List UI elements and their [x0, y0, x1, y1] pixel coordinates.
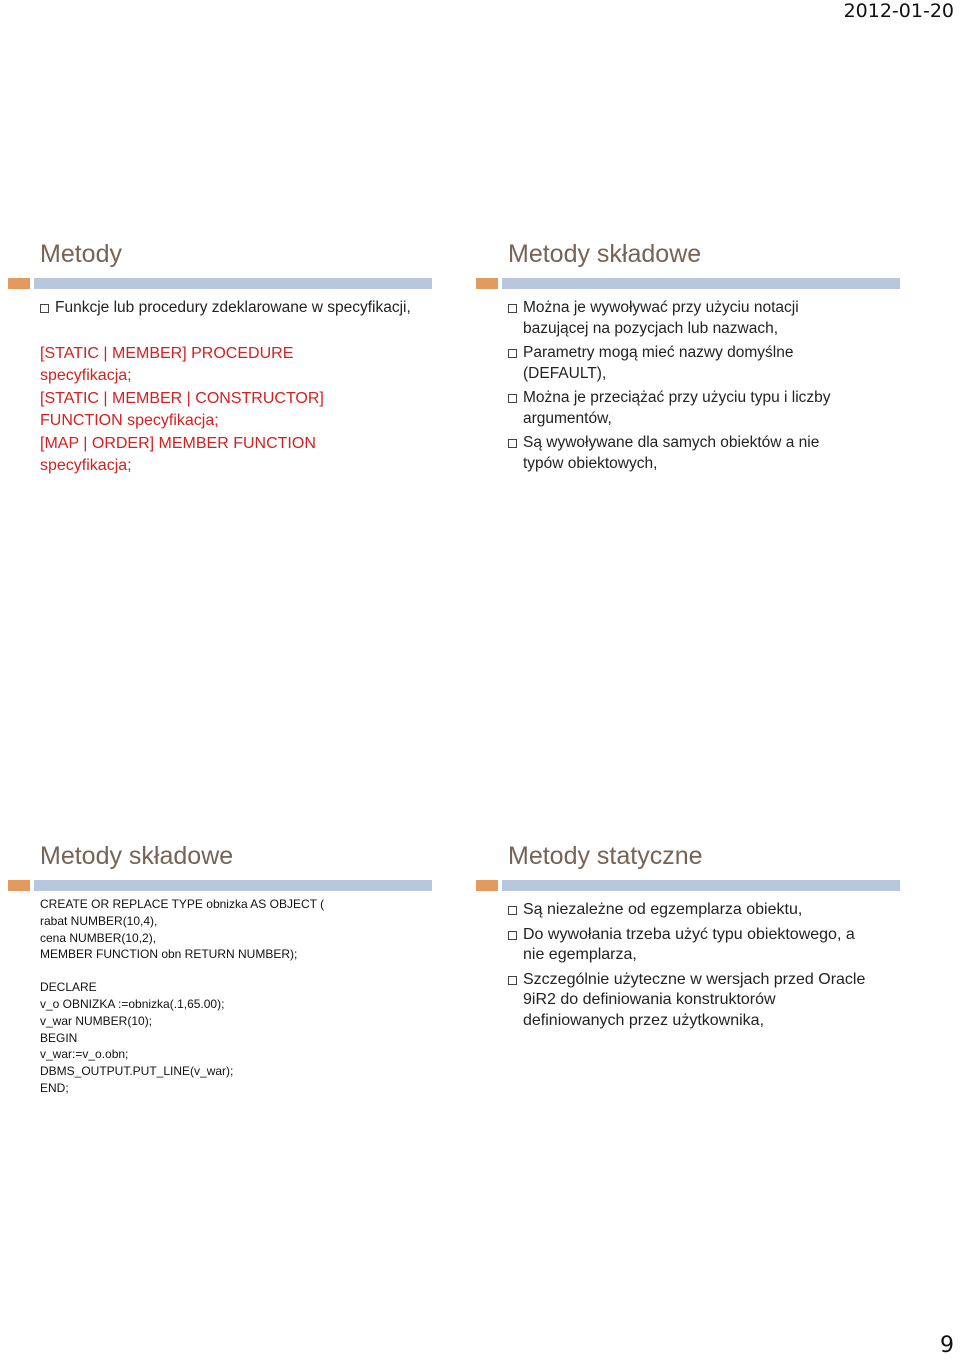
title-underline-bar	[8, 880, 432, 891]
code-line: v_war:=v_o.obn;	[40, 1047, 129, 1062]
syntax-line: specyfikacja;	[40, 457, 132, 474]
hollow-square-icon	[40, 304, 49, 313]
page-number: 9	[940, 1333, 954, 1358]
hollow-square-icon	[508, 931, 517, 940]
code-line: BEGIN	[40, 1030, 78, 1045]
hollow-square-icon	[508, 439, 517, 448]
syntax-line: specyfikacja;	[40, 367, 132, 384]
code-line: v_war NUMBER(10);	[40, 1013, 153, 1028]
slide-title: Metody składowe	[508, 240, 702, 268]
page-date: 2012-01-20	[843, 0, 954, 22]
bullet-item: Do wywołania trzeba użyć typu obiektowego, a nie egemplarza,	[508, 925, 878, 966]
bullet-item: Są niezależne od egzemplarza obiektu,	[508, 900, 878, 921]
bullet-item: Funkcje lub procedury zdeklarowane w specyfikacji,	[40, 298, 420, 319]
hollow-square-icon	[508, 349, 517, 358]
hollow-square-icon	[508, 394, 517, 403]
bullet-item: Są wywoływane dla samych obiektów a nie typów obiektowych,	[508, 433, 858, 474]
slide-title: Metody składowe	[40, 842, 234, 870]
code-line: cena NUMBER(10,2),	[40, 930, 157, 945]
title-underline-bar	[8, 278, 432, 289]
title-underline-bar	[476, 880, 900, 891]
hollow-square-icon	[508, 906, 517, 915]
code-line: DECLARE	[40, 980, 97, 995]
code-line: MEMBER FUNCTION obn RETURN NUMBER);	[40, 947, 298, 962]
title-underline-bar	[476, 278, 900, 289]
method-syntax	[40, 343, 420, 478]
syntax-line: FUNCTION specyfikacja;	[40, 412, 219, 429]
slide-content	[508, 298, 858, 478]
slide-title: Metody	[40, 240, 122, 268]
hollow-square-icon	[508, 304, 517, 313]
bullet-item: Szczególnie użyteczne w wersjach przed Oracle 9iR2 do definiowania konstruktorów definiowanych przez użytkownika,	[508, 970, 878, 1032]
bullet-item: Można je przeciążać przy użyciu typu i liczby argumentów,	[508, 388, 858, 429]
syntax-line: [STATIC | MEMBER | CONSTRUCTOR]	[40, 389, 324, 407]
bullet-item: Parametry mogą mieć nazwy domyślne (DEFAULT),	[508, 343, 858, 384]
code-line: v_o OBNIZKA :=obnizka(.1,65.00);	[40, 996, 225, 1011]
syntax-line: [MAP | ORDER] MEMBER FUNCTION	[40, 434, 316, 452]
hollow-square-icon	[508, 976, 517, 985]
bullet-item: Można je wywoływać przy użyciu notacji bazującej na pozycjach lub nazwach,	[508, 298, 858, 339]
slide-title: Metody statyczne	[508, 842, 703, 870]
code-line: CREATE OR REPLACE TYPE obnizka AS OBJECT (	[40, 897, 325, 911]
code-listing	[40, 896, 440, 1097]
code-line: END;	[40, 1080, 69, 1095]
syntax-line: [STATIC | MEMBER] PROCEDURE	[40, 344, 294, 362]
slide-content	[508, 900, 878, 1035]
code-line: rabat NUMBER(10,4),	[40, 913, 158, 928]
code-line: DBMS_OUTPUT.PUT_LINE(v_war);	[40, 1064, 234, 1079]
slide-content	[40, 298, 420, 478]
